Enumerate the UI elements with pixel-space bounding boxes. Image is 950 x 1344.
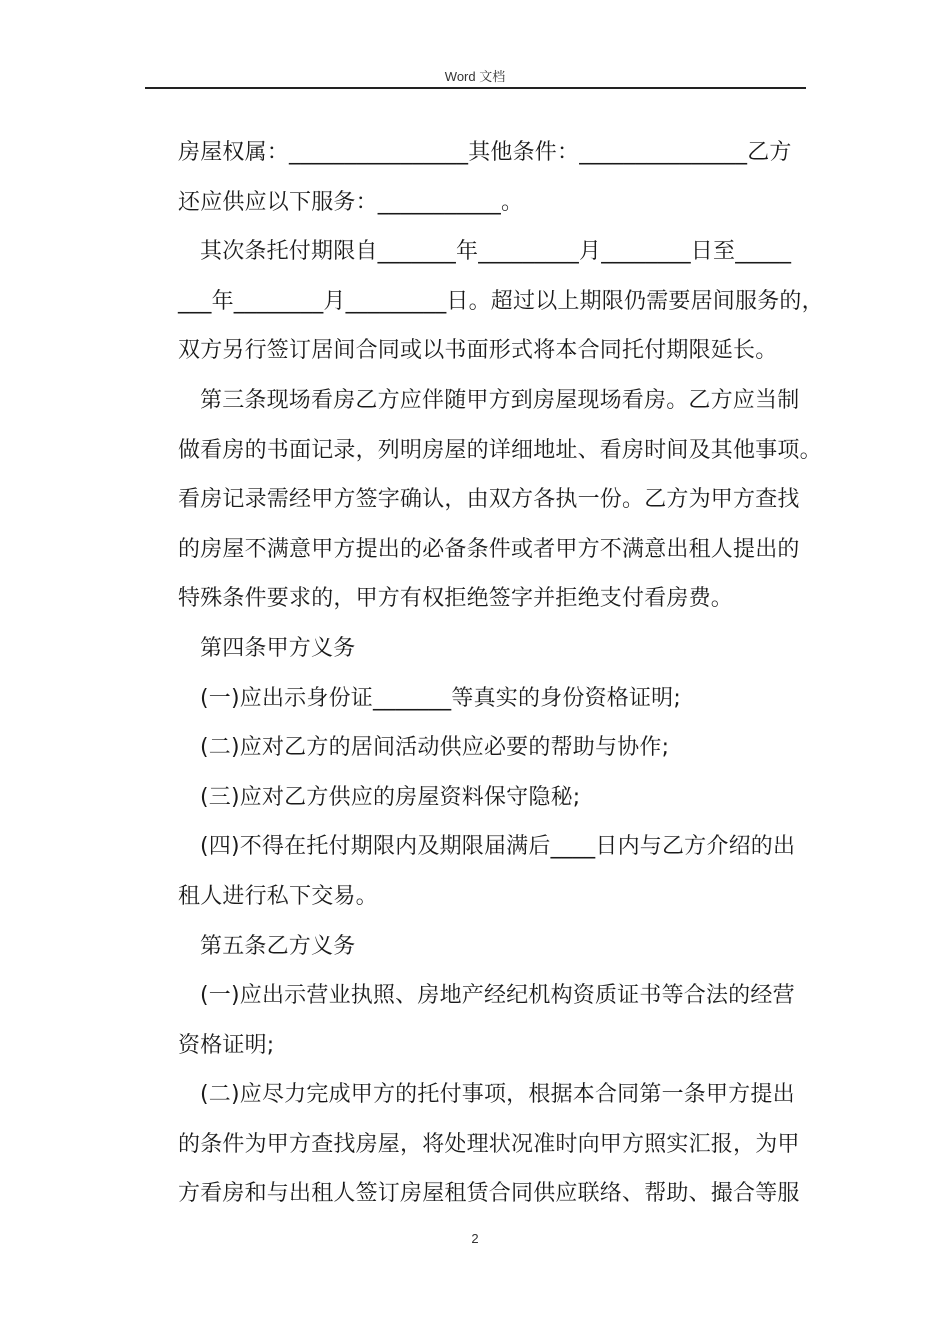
text-line: 其次条托付期限自_______年_________月________日至_____ [200,239,792,265]
text-line: (四)不得在托付期限内及期限届满后____日内与乙方介绍的出 [200,834,796,860]
section-heading: 第四条甲方义务 [200,635,356,661]
document-body [178,128,824,1219]
text-line: 的房屋不满意甲方提出的必备条件或者甲方不满意出租人提出的 [178,536,800,562]
text-line: 资格证明; [178,1032,275,1058]
text-line: 第三条现场看房乙方应伴随甲方到房屋现场看房。乙方应当制 [200,387,800,413]
text-line: (一)应出示身份证_______等真实的身份资格证明; [200,685,681,711]
text-line: 房屋权属：________________其他条件：_______________乙方 [178,140,792,165]
text-line: 租人进行私下交易。 [178,883,378,909]
text-line: 做看房的书面记录，列明房屋的详细地址、看房时间及其他事项。 [178,437,822,463]
text-line: 双方另行签订居间合同或以书面形式将本合同托付期限延长。 [178,338,778,364]
section-heading: 第五条乙方义务 [200,933,356,959]
text-line: 的条件为甲方查找房屋，将处理状况准时向甲方照实汇报，为甲 [178,1131,800,1157]
text-line: (一)应出示营业执照、房地产经纪机构资质证书等合法的经营 [200,983,795,1009]
document-header-title: Word 文档 [444,69,506,84]
text-line: (二)应尽力完成甲方的托付事项，根据本合同第一条甲方提出 [200,1082,795,1108]
page-number: 2 [471,1231,479,1246]
text-line: 看房记录需经甲方签字确认，由双方各执一份。乙方为甲方查找 [178,487,800,513]
text-line: (二)应对乙方的居间活动供应必要的帮助与协作; [200,735,670,761]
text-line: 还应供应以下服务：___________。 [178,189,524,215]
text-line: 方看房和与出租人签订房屋租赁合同供应联络、帮助、撮合等服 [178,1181,800,1207]
text-line: 特殊条件要求的，甲方有权拒绝签字并拒绝支付看房费。 [178,586,734,612]
header-divider [145,87,806,89]
text-line: (三)应对乙方供应的房屋资料保守隐秘; [200,784,581,810]
text-line: ___年________月_________日。超过以上期限仍需要居间服务的， [178,288,824,314]
